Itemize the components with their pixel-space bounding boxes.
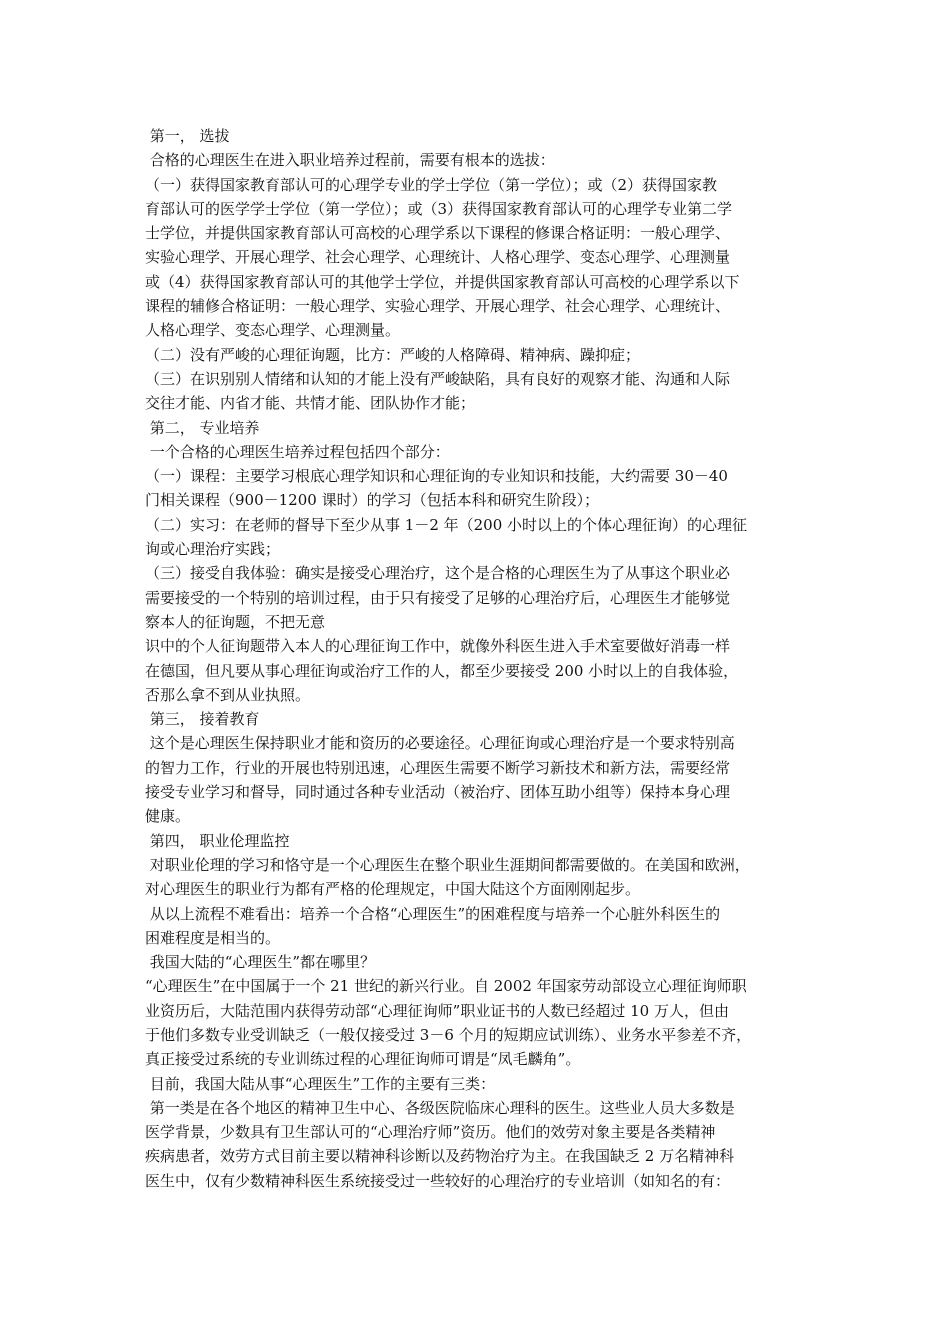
paragraph-line: 困难程度是相当的。	[145, 928, 281, 947]
paragraph-line: （二）实习：在老师的督导下至少从事 1－2 年（200 小时以上的个体心理征询）的心理征	[145, 515, 748, 534]
paragraph-line: 第一类是在各个地区的精神卫生中心、各级医院临床心理科的医生。这些业人员大多数是	[145, 1098, 735, 1117]
paragraph-line: 这个是心理医生保持职业才能和资历的必要途径。心理征询或心理治疗是一个要求特别高	[145, 734, 735, 753]
paragraph-line: （一）获得国家教育部认可的心理学专业的学士学位（第一学位）；或（2）获得国家教	[145, 175, 718, 194]
paragraph-line: 或（4）获得国家教育部认可的其他学士学位，并提供国家教育部认可高校的心理学系以下	[145, 272, 740, 291]
paragraph-line: 目前，我国大陆从事“心理医生”工作的主要有三类：	[145, 1074, 496, 1093]
section-heading-continuing-education: 第三， 接着教育	[145, 710, 260, 729]
paragraph-line: 识中的个人征询题带入本人的心理征询工作中，就像外科医生进入手术室要做好消毒一样	[145, 637, 731, 656]
paragraph-line: 健康。	[145, 807, 191, 826]
paragraph-line: 医学背景，少数具有卫生部认可的“心理治疗师”资历。他们的效劳对象主要是各类精神	[145, 1123, 716, 1142]
paragraph-line: 从以上流程不难看出：培养一个合格“心理医生”的困难程度与培养一个心脏外科医生的	[145, 904, 721, 923]
paragraph-line: 合格的心理医生在进入职业培养过程前，需要有根本的选拔：	[145, 151, 555, 170]
section-heading-selection: 第一， 选拔	[145, 127, 230, 145]
paragraph-line: 业资历后，大陆范围内获得劳动部“心理征询师”职业证书的人数已经超过 10 万人，但由	[145, 1001, 729, 1020]
section-heading-training: 第二， 专业培养	[145, 418, 260, 437]
paragraph-line: （一）课程：主要学习根底心理学知识和心理征询的专业知识和技能，大约需要 30－40	[145, 467, 728, 486]
section-heading-where: 我国大陆的“心理医生”都在哪里？	[145, 953, 376, 972]
paragraph-line: （三）接受自我体验：确实是接受心理治疗，这个是合格的心理医生为了从事这个职业必	[145, 564, 731, 583]
paragraph-line: 需要接受的一个特别的培训过程，由于只有接受了足够的心理治疗后，心理医生才能够觉	[145, 588, 731, 607]
paragraph-line: 对职业伦理的学习和恪守是一个心理医生在整个职业生涯期间都需要做的。在美国和欧洲，	[145, 855, 750, 874]
paragraph-line: 询或心理治疗实践；	[145, 540, 281, 559]
paragraph-line: 否那么拿不到从业执照。	[145, 685, 311, 704]
paragraph-line: 实验心理学、开展心理学、社会心理学、心理统计、人格心理学、变态心理学、心理测量	[145, 248, 731, 267]
paragraph-line: 的智力工作，行业的开展也特别迅速，心理医生需要不断学习新技术和新方法，需要经常	[145, 758, 731, 777]
paragraph-line: “心理医生”在中国属于一个 21 世纪的新兴行业。自 2002 年国家劳动部设立心理征询师职	[145, 977, 747, 996]
paragraph-line: 疾病患者，效劳方式目前主要以精神科诊断以及药物治疗为主。在我国缺乏 2 万名精神科	[145, 1147, 735, 1166]
paragraph-line: 医生中，仅有少数精神科医生系统接受过一些较好的心理治疗的专业培训（如知名的有：	[145, 1171, 731, 1190]
paragraph-line: （二）没有严峻的心理征询题，比方：严峻的人格障碍、精神病、躁抑症；	[145, 345, 641, 364]
paragraph-line: 门相关课程（900－1200 课时）的学习（包括本科和研究生阶段）；	[145, 491, 600, 510]
paragraph-line: 人格心理学、变态心理学、心理测量。	[145, 321, 401, 340]
section-heading-ethics: 第四， 职业伦理监控	[145, 831, 290, 850]
paragraph-line: 育部认可的医学学士学位（第一学位）；或（3）获得国家教育部认可的心理学专业第二学	[145, 199, 733, 218]
document-body	[145, 124, 821, 1193]
paragraph-line: 察本人的征询题，不把无意	[145, 612, 326, 631]
paragraph-line: 一个合格的心理医生培养过程包括四个部分：	[145, 442, 450, 461]
paragraph-line: 于他们多数专业受训缺乏（一般仅接受过 3－6 个月的短期应试训练）、业务水平参差不齐，	[145, 1025, 752, 1044]
paragraph-line: 在德国，但凡要从事心理征询或治疗工作的人，都至少要接受 200 小时以上的自我体验，	[145, 661, 739, 680]
paragraph-line: 士学位，并提供国家教育部认可高校的心理学系以下课程的修课合格证明：一般心理学、	[145, 224, 731, 243]
paragraph-line: 交往才能、内省才能、共情才能、团队协作才能；	[145, 394, 476, 413]
paragraph-line: 对心理医生的职业行为都有严格的伦理规定，中国大陆这个方面刚刚起步。	[145, 880, 641, 899]
paragraph-line: （三）在识别别人情绪和认知的才能上没有严峻缺陷，具有良好的观察才能、沟通和人际	[145, 369, 731, 388]
paragraph-line: 课程的辅修合格证明：一般心理学、实验心理学、开展心理学、社会心理学、心理统计、	[145, 297, 731, 316]
paragraph-line: 真正接受过系统的专业训练过程的心理征询师可谓是“凤毛麟角”。	[145, 1050, 581, 1069]
paragraph-line: 接受专业学习和督导，同时通过各种专业活动（被治疗、团体互助小组等）保持本身心理	[145, 783, 731, 802]
